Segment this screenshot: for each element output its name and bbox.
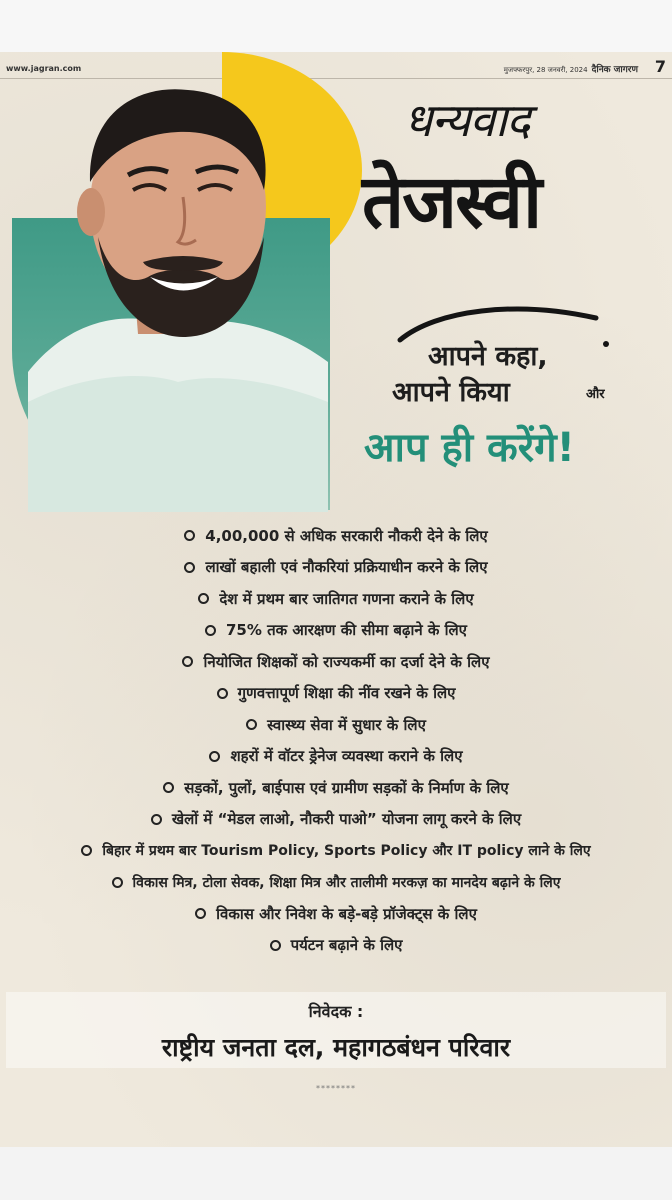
- list-item: सड़कों, पुलों, बाईपास एवं ग्रामीण सड़कों के निर्माण के लिए: [0, 772, 672, 804]
- list-item: खेलों में “मेडल लाओ, नौकरी पाओ” योजना लागू करने के लिए: [0, 804, 672, 836]
- bullet-icon: [163, 782, 174, 793]
- tagline-line3: आप ही करेंगे!: [364, 425, 575, 471]
- list-item: शहरों में वॉटर ड्रेनेज व्यवस्था कराने के लिए: [0, 741, 672, 773]
- list-item: 75% तक आरक्षण की सीमा बढ़ाने के लिए: [0, 615, 672, 647]
- headline-thanks: धन्यवाद: [404, 93, 530, 147]
- bullet-icon: [209, 751, 220, 762]
- achievements-list: [0, 520, 672, 961]
- list-item: पर्यटन बढ़ाने के लिए: [0, 930, 672, 962]
- bullet-icon: [184, 562, 195, 573]
- tagline-line2: आपने किया: [392, 377, 510, 408]
- list-item: 4,00,000 से अधिक सरकारी नौकरी देने के लिए: [0, 520, 672, 552]
- header-date: मुजफ्फरपुर, 28 जनवरी, 2024: [503, 66, 588, 74]
- header-right: [504, 62, 638, 75]
- ad-code: ********: [316, 1084, 356, 1093]
- headline-name: तेजस्वी: [362, 159, 541, 245]
- list-item: लाखों बहाली एवं नौकरियां प्रक्रियाधीन करने के लिए: [0, 552, 672, 584]
- list-item: देश में प्रथम बार जातिगत गणना कराने के लिए: [0, 583, 672, 615]
- tagline-conjunction: और: [586, 387, 605, 402]
- bullet-icon: [270, 940, 281, 951]
- bullet-icon: [246, 719, 257, 730]
- newspaper-name: दैनिक जागरण: [591, 65, 638, 75]
- bullet-icon: [217, 688, 228, 699]
- bullet-icon: [151, 814, 162, 825]
- bullet-icon: [205, 625, 216, 636]
- bullet-icon: [198, 593, 209, 604]
- page-number: 7: [654, 57, 666, 76]
- list-item: स्वास्थ्य सेवा में सुधार के लिए: [0, 709, 672, 741]
- bullet-icon: [184, 530, 195, 541]
- bullet-icon: [195, 908, 206, 919]
- issuer-label: निवेदक :: [308, 1002, 364, 1021]
- top-blank-strip: [0, 0, 672, 52]
- list-item: विकास और निवेश के बड़े-बड़े प्रॉजेक्ट्स के लिए: [0, 898, 672, 930]
- tagline-line1: आपने कहा,: [428, 341, 548, 372]
- list-item: बिहार में प्रथम बार Tourism Policy, Sports Policy और IT policy लाने के लिए: [0, 835, 672, 867]
- bullet-icon: [182, 656, 193, 667]
- bullet-icon: [81, 845, 92, 856]
- list-item: नियोजित शिक्षकों को राज्यकर्मी का दर्जा देने के लिए: [0, 646, 672, 678]
- bullet-icon: [112, 877, 123, 888]
- portrait-photo: [28, 72, 328, 512]
- list-item: गुणवत्तापूर्ण शिक्षा की नींव रखने के लिए: [0, 678, 672, 710]
- issuer-name: राष्ट्रीय जनता दल, महागठबंधन परिवार: [161, 1033, 511, 1062]
- website-url: www.jagran.com: [6, 64, 82, 73]
- list-item: विकास मित्र, टोला सेवक, शिक्षा मित्र और तालीमी मरकज़ का मानदेय बढ़ाने के लिए: [0, 867, 672, 899]
